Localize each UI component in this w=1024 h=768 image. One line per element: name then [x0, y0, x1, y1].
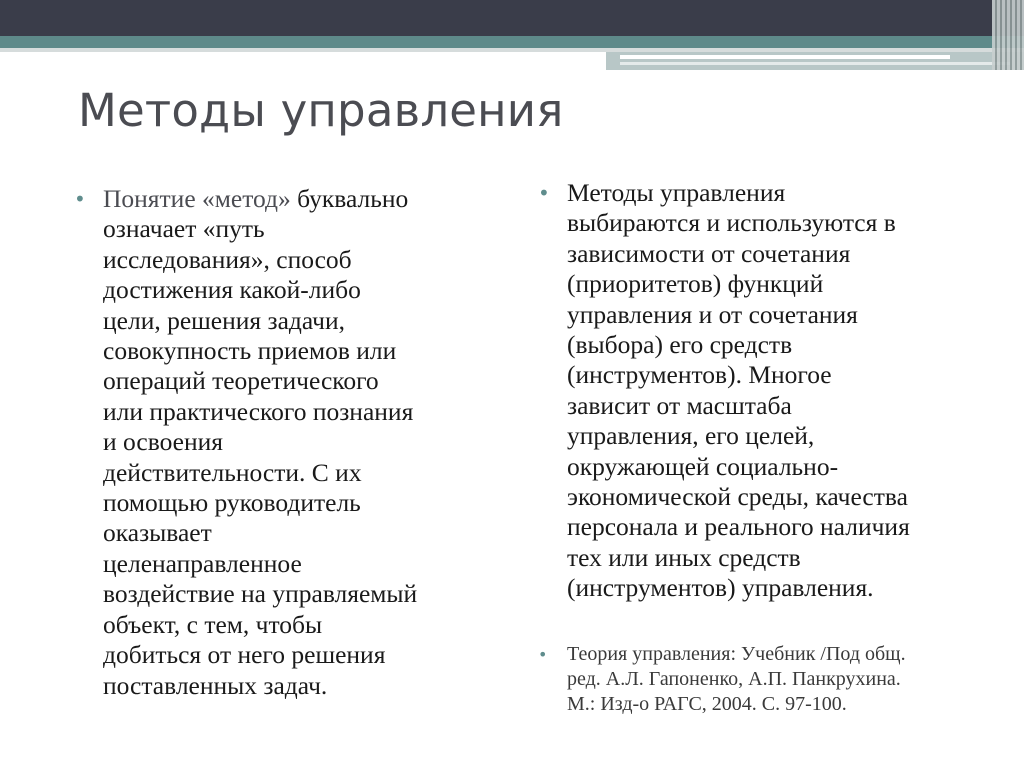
left-bullet [70, 184, 500, 701]
slide-title: Методы управления [78, 84, 564, 137]
header-band-teal [0, 36, 1024, 48]
header-accent-line [620, 55, 950, 59]
right-bullet [534, 178, 1004, 604]
reference-bullet [534, 642, 1004, 717]
header-accent-line-2 [620, 62, 1010, 65]
right-column [534, 178, 1004, 717]
bullet-icon: • [538, 181, 550, 205]
left-column [70, 184, 500, 701]
concept-term: Понятие «метод» [103, 184, 291, 213]
corner-stripes [992, 0, 1024, 70]
header-band-dark [0, 0, 1024, 36]
left-bullet-text: буквально означает «путь исследования», способ достижения какой-либо цели, решения задачи, совокупность приемов или операций теоретического или практического познания и освоения действительности. С их помощью руководитель оказывает целенаправленное воздействие на управляемый объект, с тем, чтобы добиться от него решения поставленных задач. [103, 184, 418, 700]
right-bullet-text: Методы управления выбираются и используются в зависимости от сочетания (приоритетов) функций управления и от сочетания (выбора) его средств (инструментов). Многое зависит от масштаба управления, его целей, окружающей социально- экономической среды, качества персонала и реального наличия тех или иных средств (инструментов) управления. [567, 178, 910, 603]
bullet-icon: • [74, 187, 86, 211]
reference-text: Теория управления: Учебник /Под общ. ред. А.Л. Гапоненко, А.П. Панкрухина. М.: Изд-о РАГС, 2004. С. 97-100. [567, 642, 906, 715]
bullet-icon: • [538, 644, 548, 664]
